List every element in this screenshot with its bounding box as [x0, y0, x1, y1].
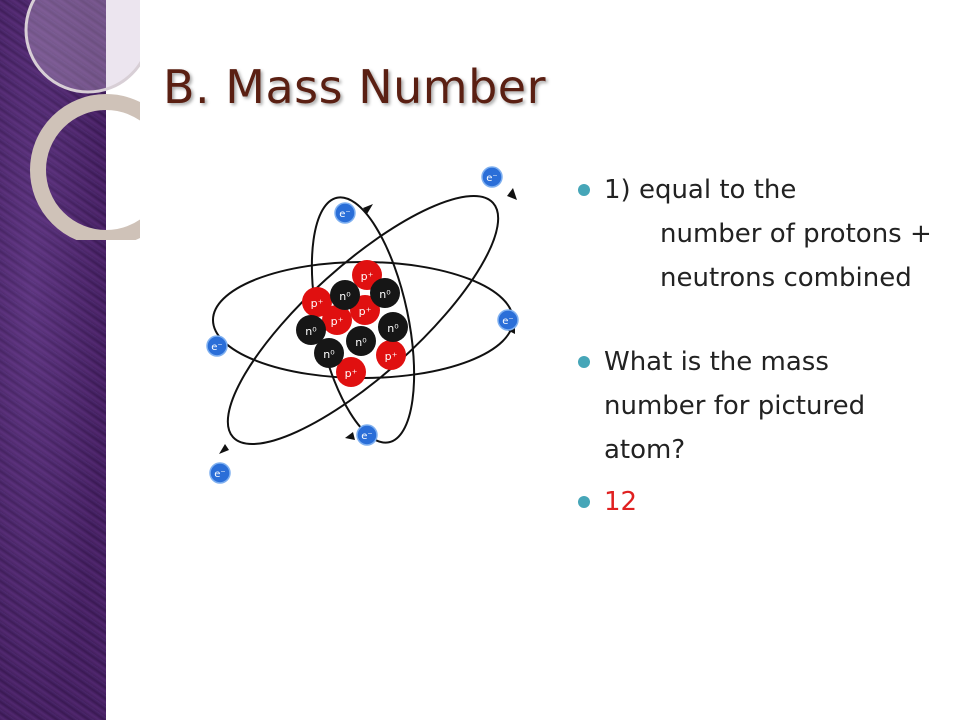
svg-text:p⁺: p⁺ — [384, 350, 398, 363]
bullet-definition — [578, 168, 938, 300]
svg-text:p⁺: p⁺ — [360, 270, 374, 283]
neutron — [330, 280, 360, 310]
svg-text:e⁻: e⁻ — [502, 316, 514, 327]
svg-text:p⁺: p⁺ — [330, 315, 344, 328]
bullet-answer: 12 — [578, 480, 938, 524]
neutron — [314, 338, 344, 368]
atom-diagram — [195, 160, 535, 500]
bullet-list — [578, 168, 938, 524]
neutron — [370, 278, 400, 308]
ring-top — [26, 0, 140, 92]
svg-text:p⁺: p⁺ — [344, 367, 358, 380]
electron — [335, 203, 355, 223]
orbit-arrow — [507, 188, 517, 200]
electron — [210, 463, 230, 483]
electron — [357, 425, 377, 445]
svg-text:n⁰: n⁰ — [355, 336, 367, 349]
svg-text:n⁰: n⁰ — [379, 288, 391, 301]
svg-text:p⁺: p⁺ — [358, 305, 372, 318]
svg-text:n⁰: n⁰ — [305, 325, 317, 338]
neutron — [346, 326, 376, 356]
orbit-arrow — [219, 444, 229, 454]
bullet-question: What is the mass number for pictured atom? — [578, 340, 938, 472]
slide-title: B. Mass Number — [163, 60, 547, 114]
svg-text:e⁻: e⁻ — [214, 469, 226, 480]
svg-text:e⁻: e⁻ — [211, 342, 223, 353]
svg-text:n⁰: n⁰ — [339, 290, 351, 303]
bullet-lead-text: 1) equal to the — [604, 175, 797, 205]
electron — [498, 310, 518, 330]
svg-text:e⁻: e⁻ — [339, 209, 351, 220]
bullet-rest-text: number of protons + neutrons combined — [660, 219, 932, 293]
svg-text:e⁻: e⁻ — [486, 173, 498, 184]
svg-text:n⁰: n⁰ — [323, 348, 335, 361]
electron — [207, 336, 227, 356]
electron — [482, 167, 502, 187]
svg-text:n⁰: n⁰ — [387, 322, 399, 335]
proton — [376, 340, 406, 370]
ring-bottom — [38, 102, 140, 238]
svg-text:e⁻: e⁻ — [361, 431, 373, 442]
decorative-rings — [0, 0, 140, 240]
svg-text:p⁺: p⁺ — [310, 297, 324, 310]
orbit-arrow — [345, 432, 355, 440]
neutron — [378, 312, 408, 342]
